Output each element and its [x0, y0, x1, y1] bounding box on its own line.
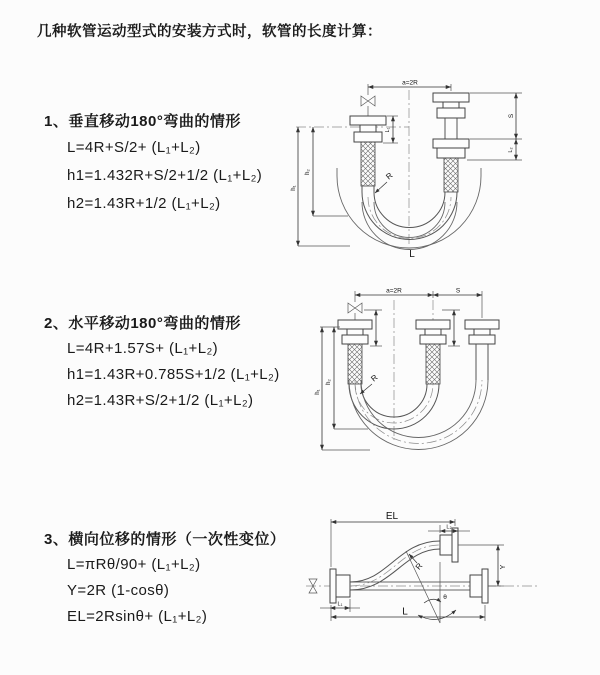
flange-middle	[416, 320, 450, 384]
section-2-formula-h2: h2=1.43R+S/2+1/2 (L₁+L₂)	[67, 392, 254, 409]
dim-label-l: L	[409, 249, 415, 260]
dim-label-a2r: a=2R	[402, 79, 418, 87]
dimension-l	[331, 605, 485, 621]
hose-displaced-position	[350, 528, 458, 590]
section-2-formula-h1: h1=1.43R+0.785S+1/2 (L₁+L₂)	[67, 366, 280, 383]
valve-icon	[348, 303, 362, 320]
section-2-heading: 2、水平移动180°弯曲的情形	[44, 315, 241, 332]
dim-label-s: S	[508, 113, 515, 119]
dimension-el	[331, 511, 455, 567]
dimension-a2r	[355, 288, 482, 319]
dim-label-l1: L₁	[337, 601, 343, 608]
page-title: 几种软管运动型式的安装方式时，软管的长度计算：	[37, 24, 382, 40]
diagram-lateral-displacement	[300, 505, 600, 655]
dimension-l1	[320, 599, 360, 612]
flange-left	[330, 569, 350, 603]
hose-u-bend	[349, 380, 488, 450]
angle-theta-construction	[406, 551, 456, 623]
section-1-formula-h1: h1=1.432R+S/2+1/2 (L₁+L₂)	[67, 167, 263, 184]
section-2-formula-l: L=4R+1.57S+ (L₁+L₂)	[67, 340, 219, 357]
dim-label-s: S	[455, 287, 461, 295]
diagram-horizontal-movement-180	[312, 282, 552, 460]
dim-label-l: L	[402, 606, 408, 618]
dim-label-h2: h₂	[305, 169, 311, 175]
flange-right	[433, 93, 469, 192]
section-1-formula-h2: h2=1.43R+1/2 (L₁+L₂)	[67, 195, 221, 212]
dimension-h1	[291, 127, 350, 246]
dim-label-theta: θ	[443, 594, 447, 601]
dim-label-h1: h₁	[315, 389, 321, 395]
section-1-formula-l: L=4R+S/2+ (L₁+L₂)	[67, 139, 201, 156]
flange-left	[350, 116, 386, 186]
dimension-l2	[428, 525, 470, 534]
flange-left	[338, 320, 372, 384]
section-1-heading: 1、垂直移动180°弯曲的情形	[44, 113, 241, 130]
section-3-heading: 3、横向位移的情形（一次性变位）	[44, 531, 286, 548]
flange-right-moved	[465, 320, 499, 380]
dim-label-y: Y	[500, 564, 507, 570]
dim-label-l1: L₁	[385, 127, 391, 133]
radius-callout	[360, 373, 380, 394]
dim-label-l2: L₂	[446, 524, 452, 531]
section-3-formula-l: L=πRθ/90+ (L₁+L₂)	[67, 556, 201, 573]
radius-callout	[375, 171, 395, 193]
section-3-formula-y: Y=2R (1-cosθ)	[67, 582, 170, 599]
section-3-formula-el: EL=2Rsinθ+ (L₁+L₂)	[67, 608, 208, 625]
dim-label-l2: L₂	[508, 147, 514, 153]
dim-label-a2r: a=2R	[386, 287, 402, 295]
dim-label-h1: h₁	[291, 185, 297, 191]
dim-label-r: R	[384, 170, 395, 182]
dim-label-el: EL	[385, 511, 399, 522]
dim-label-r: R	[369, 372, 380, 384]
dim-label-h2: h₂	[326, 379, 332, 385]
dimension-s	[467, 93, 522, 160]
dim-label-r: R	[413, 561, 425, 572]
diagram-vertical-movement-180	[288, 76, 580, 260]
valve-icon	[361, 96, 375, 116]
